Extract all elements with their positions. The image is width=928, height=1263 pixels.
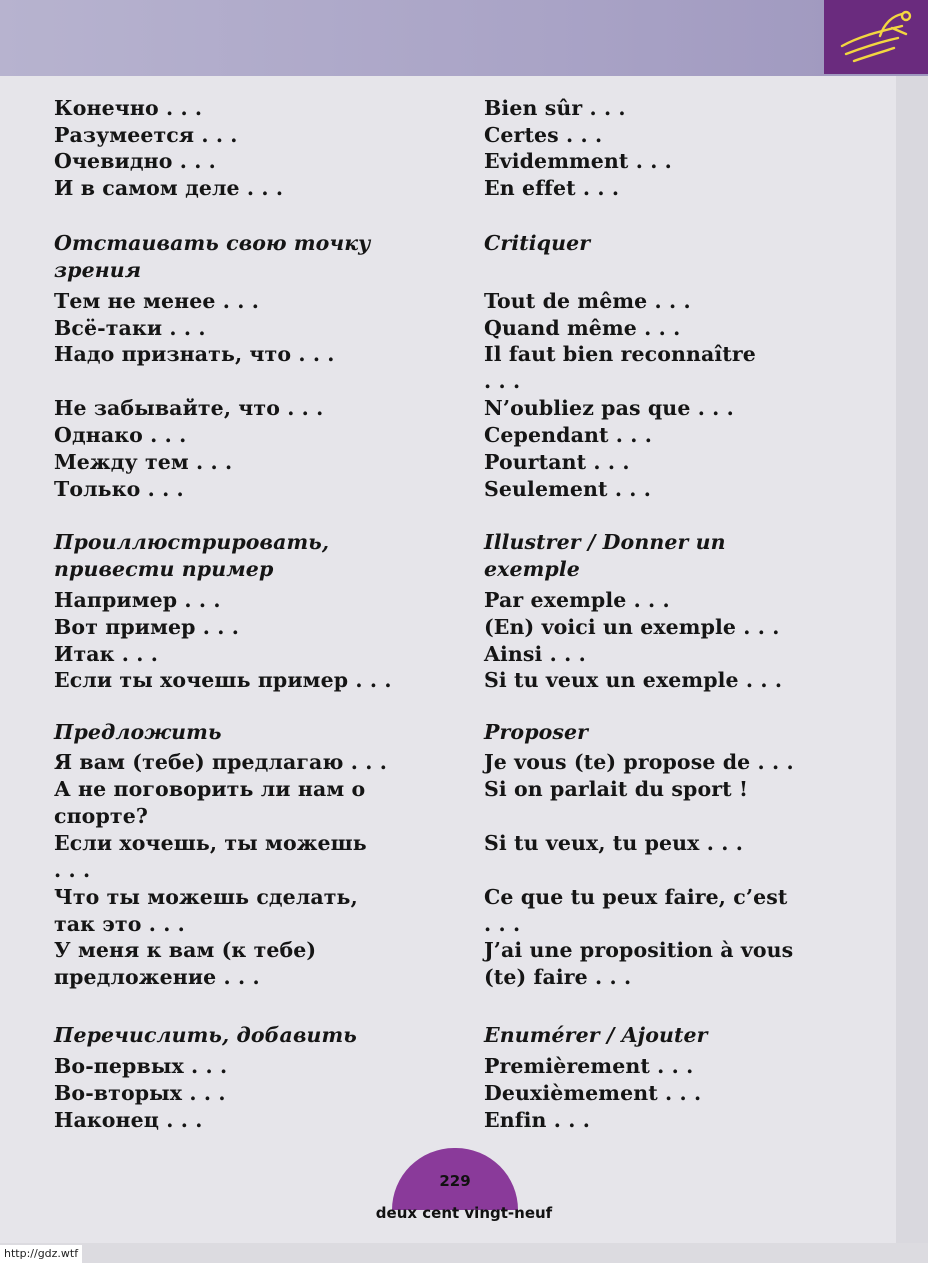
phrase-ru: Я вам (тебе) предлагаю . . .: [54, 750, 387, 774]
phrase-fr: Si tu veux un exemple . . .: [484, 668, 783, 692]
phrase-ru: Не забывайте, что . . .: [54, 396, 324, 420]
phrase-ru: Однако . . .: [54, 423, 187, 447]
phrase-ru: Всё-таки . . .: [54, 316, 206, 340]
page-number: 229: [439, 1172, 471, 1190]
phrase-fr: (te) faire . . .: [484, 965, 632, 989]
phrase-ru: У меня к вам (к тебе): [54, 938, 317, 962]
page-edge: [896, 76, 928, 1243]
phrase-fr: Si tu veux, tu peux . . .: [484, 831, 743, 855]
section-heading-fr: Illustrer / Donner un: [484, 530, 726, 554]
section-heading-ru: Предложить: [54, 720, 222, 744]
phrase-ru: Если хочешь, ты можешь: [54, 831, 367, 855]
phrase-ru: Разумеется . . .: [54, 123, 238, 147]
phrase-ru: Например . . .: [54, 588, 221, 612]
phrase-fr: . . .: [484, 369, 521, 393]
phrase-ru: Что ты можешь сделать,: [54, 885, 358, 909]
phrase-fr: J’ai une proposition à vous: [484, 938, 794, 962]
phrase-ru: Итак . . .: [54, 642, 158, 666]
phrase-ru: Во-вторых . . .: [54, 1081, 226, 1105]
phrase-ru: И в самом деле . . .: [54, 176, 284, 200]
phrase-fr: Si on parlait du sport !: [484, 777, 749, 801]
phrase-fr: En effet . . .: [484, 176, 620, 200]
phrase-fr: . . .: [484, 912, 521, 936]
phrase-ru: Во-первых . . .: [54, 1054, 228, 1078]
phrase-ru: Между тем . . .: [54, 450, 233, 474]
phrase-ru: Конечно . . .: [54, 96, 203, 120]
section-heading-ru: Перечислить, добавить: [54, 1023, 357, 1047]
phrase-ru: Тем не менее . . .: [54, 289, 259, 313]
phrase-ru: спорте?: [54, 804, 148, 828]
section-heading-fr: Proposer: [484, 720, 589, 744]
phrase-fr: Par exemple . . .: [484, 588, 670, 612]
corner-logo-box: [824, 0, 928, 74]
phrase-ru: . . .: [54, 858, 91, 882]
phrase-fr: Cependant . . .: [484, 423, 652, 447]
section-heading-ru: Отстаивать свою точку: [54, 231, 371, 255]
phrase-ru: Только . . .: [54, 477, 184, 501]
flying-figure-logo-icon: [832, 6, 920, 68]
section-heading-fr: Critiquer: [484, 231, 591, 255]
phrase-fr: Pourtant . . .: [484, 450, 630, 474]
phrase-ru: Наконец . . .: [54, 1108, 203, 1132]
section-heading-ru: зрения: [54, 258, 142, 282]
phrase-fr: Bien sûr . . .: [484, 96, 626, 120]
phrase-fr: N’oubliez pas que . . .: [484, 396, 734, 420]
source-url-link[interactable]: http://gdz.wtf: [0, 1245, 82, 1263]
phrase-fr: Je vous (te) propose de . . .: [484, 750, 794, 774]
phrase-fr: Deuxièmement . . .: [484, 1081, 702, 1105]
phrase-fr: Tout de même . . .: [484, 289, 691, 313]
phrase-ru: предложение . . .: [54, 965, 260, 989]
section-heading-fr: Enumérer / Ajouter: [484, 1023, 708, 1047]
phrase-fr: Enfin . . .: [484, 1108, 590, 1132]
phrase-ru: так это . . .: [54, 912, 185, 936]
phrase-ru: Вот пример . . .: [54, 615, 239, 639]
phrase-ru: А не поговорить ли нам о: [54, 777, 366, 801]
section-heading-ru: Проиллюстрировать,: [54, 530, 330, 554]
section-heading-ru: привести пример: [54, 557, 274, 581]
phrase-ru: Надо признать, что . . .: [54, 342, 335, 366]
phrase-fr: Quand même . . .: [484, 316, 681, 340]
page-number-words: deux cent vingt-neuf: [375, 1204, 553, 1222]
section-heading-fr: exemple: [484, 557, 580, 581]
phrase-fr: Ce que tu peux faire, c’est: [484, 885, 788, 909]
phrase-fr: Ainsi . . .: [484, 642, 586, 666]
phrase-ru: Если ты хочешь пример . . .: [54, 668, 392, 692]
phrase-fr: Evidemment . . .: [484, 149, 672, 173]
phrase-fr: Certes . . .: [484, 123, 603, 147]
phrase-fr: Il faut bien reconnaître: [484, 342, 756, 366]
phrase-fr: Premièrement . . .: [484, 1054, 694, 1078]
phrase-ru: Очевидно . . .: [54, 149, 216, 173]
phrase-fr: Seulement . . .: [484, 477, 652, 501]
header-band: [0, 0, 928, 76]
phrase-fr: (En) voici un exemple . . .: [484, 615, 780, 639]
